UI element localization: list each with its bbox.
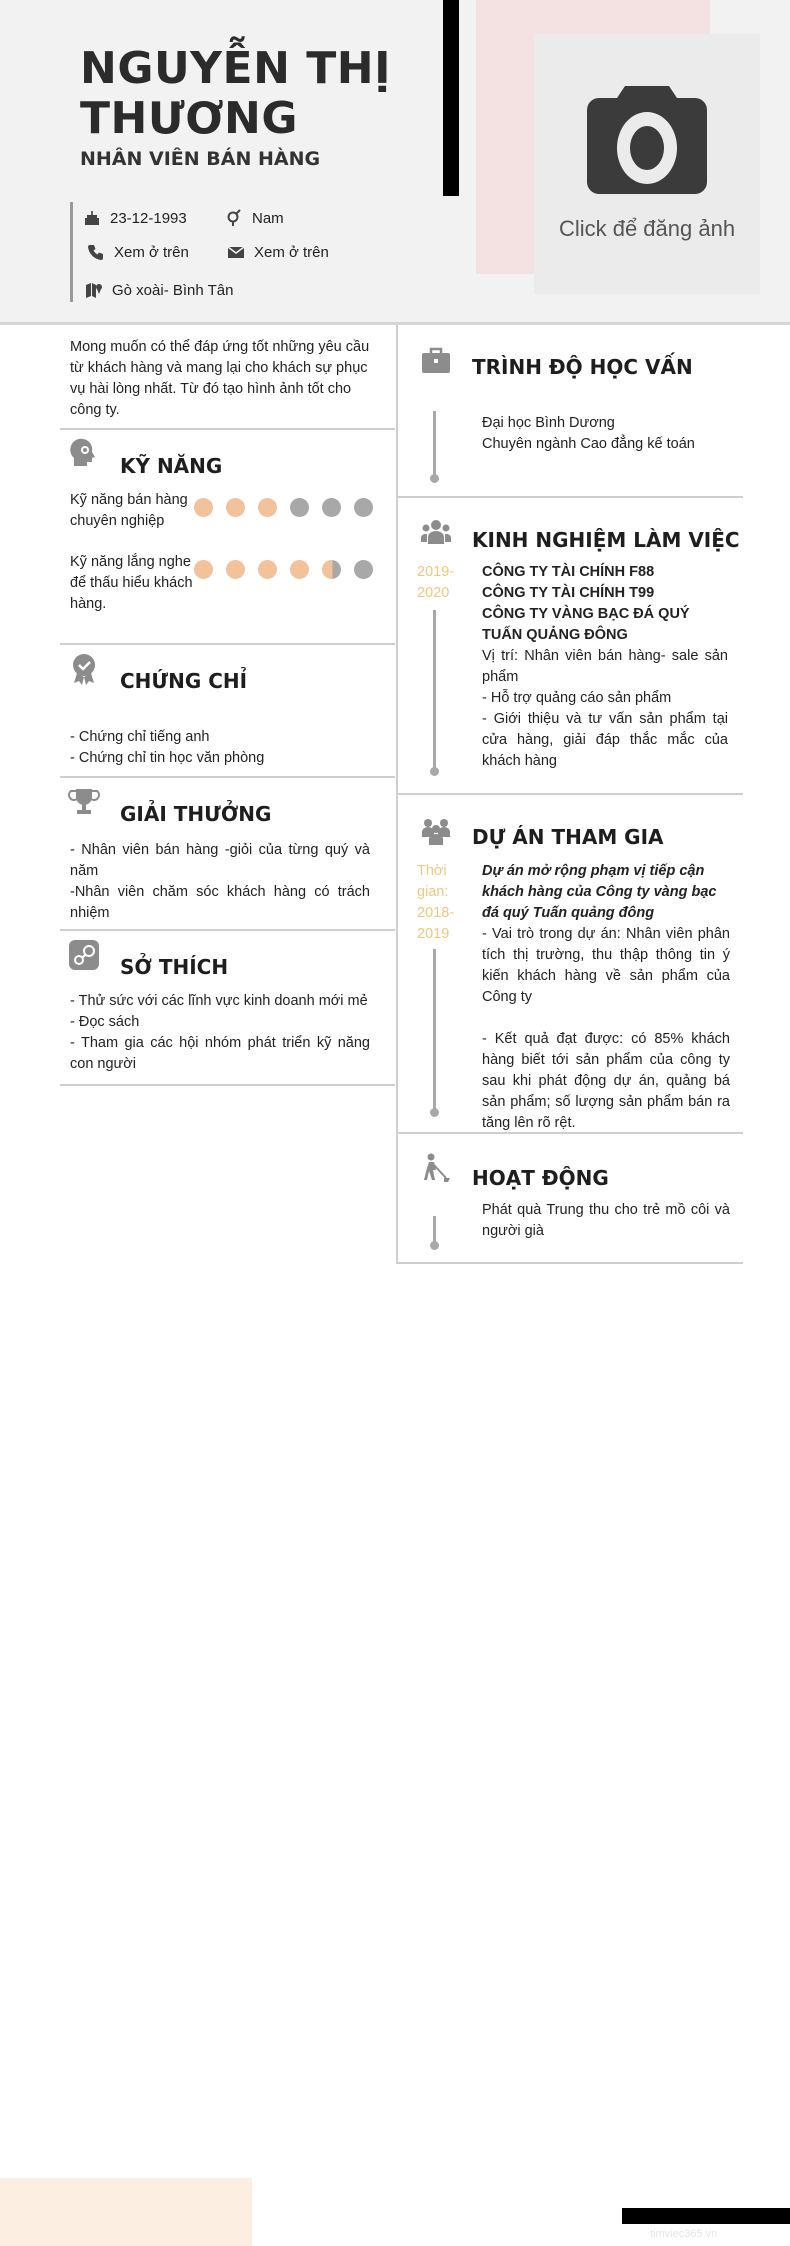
spacer xyxy=(482,1008,730,1029)
job-task: - Hỗ trợ quảng cáo sản phẩm xyxy=(482,690,672,706)
project-role: - Vai trò trong dự án: Nhân viên phân tích thị trường, thu thập thông tin ý kiến khách hàng về sản phẩm của Công ty xyxy=(482,926,730,1005)
projects-title: DỰ ÁN THAM GIA xyxy=(472,825,664,849)
activities-timeline xyxy=(433,1216,436,1246)
phone-value: Xem ở trên xyxy=(114,243,189,261)
gender-value: Nam xyxy=(252,209,284,227)
education-timeline xyxy=(433,411,436,479)
education-title: TRÌNH ĐỘ HỌC VẤN xyxy=(472,355,693,379)
skill-1-name: Kỹ năng bán hàng chuyên nghiệp xyxy=(70,492,188,529)
experience-section xyxy=(396,498,743,795)
rating-dot xyxy=(354,498,373,517)
group-icon xyxy=(420,815,452,847)
company-name: CÔNG TY TÀI CHÍNH F88 xyxy=(482,564,655,580)
contact-email xyxy=(226,242,329,262)
awards-section xyxy=(60,778,395,931)
photo-upload[interactable] xyxy=(534,34,760,294)
envelope-icon xyxy=(226,242,246,262)
experience-period xyxy=(417,562,454,604)
projects-section xyxy=(396,795,743,1134)
company-name: CÔNG TY TÀI CHÍNH T99 xyxy=(482,585,655,601)
photo-upload-label: Click để đăng ảnh xyxy=(558,216,736,241)
hobby-item: - Tham gia các hội nhóm phát triển kỹ năng con người xyxy=(70,1035,370,1072)
rating-dot xyxy=(290,560,309,579)
contact-birthday xyxy=(82,208,187,228)
project-time-label: gian: xyxy=(417,884,449,900)
activities-text: Phát quà Trung thu cho trẻ mồ côi và người già xyxy=(482,1202,730,1239)
volunteer-icon xyxy=(420,1152,452,1184)
footer-black-bar xyxy=(622,2208,790,2224)
experience-timeline xyxy=(433,610,436,772)
trophy-icon xyxy=(68,786,100,818)
education-section xyxy=(396,325,743,498)
rating-dot xyxy=(322,560,341,579)
certificates-section xyxy=(60,645,395,778)
project-time-range: 2019 xyxy=(417,926,450,942)
right-column xyxy=(396,325,743,1264)
contact-address xyxy=(84,280,233,300)
job-position: Vị trí: Nhân viên bán hàng- sale sản phẩm xyxy=(482,648,728,685)
education-details xyxy=(482,413,732,455)
rating-dot xyxy=(194,498,213,517)
rating-dot xyxy=(226,498,245,517)
company-name: CÔNG TY VÀNG BẠC ĐÁ QUÝ TUẤN QUẢNG ĐÔNG xyxy=(482,606,690,643)
gender-icon xyxy=(224,208,244,228)
contact-gender xyxy=(224,208,284,228)
experience-year-start: 2019- xyxy=(417,564,455,580)
school-name: Đại học Bình Dương xyxy=(482,415,615,431)
badge-icon xyxy=(68,653,100,685)
activities-title: HOẠT ĐỘNG xyxy=(472,1166,609,1190)
certificates-list xyxy=(70,727,380,769)
name-line-1: NGUYỄN THỊ xyxy=(80,43,391,94)
candidate-name xyxy=(80,44,420,144)
activities-section xyxy=(396,1134,743,1264)
project-details xyxy=(482,861,730,1134)
certificate-item: - Chứng chỉ tiếng anh xyxy=(70,729,210,745)
project-period xyxy=(417,861,454,945)
hobbies-section xyxy=(60,931,395,1086)
team-icon xyxy=(420,516,452,548)
skills-title: KỸ NĂNG xyxy=(120,454,223,478)
rating-dot xyxy=(258,560,277,579)
major-name: Chuyên ngành Cao đẳng kế toán xyxy=(482,436,695,452)
skills-section xyxy=(60,430,395,645)
objective-text: Mong muốn có thể đáp ứng tốt những yêu cầu từ khách hàng và mang lại cho khách sự phục vụ hài lòng nhất. Từ đó tạo hình ảnh tốt cho công ty. xyxy=(70,339,370,418)
birthday-value: 23-12-1993 xyxy=(110,209,187,227)
experience-year-end: 2020 xyxy=(417,585,450,601)
hobby-item: - Thử sức với các lĩnh vực kinh doanh mới mẻ xyxy=(70,993,368,1009)
hobbies-title: SỞ THÍCH xyxy=(120,955,229,979)
left-column xyxy=(60,325,395,1086)
skill-2-name: Kỹ năng lắng nghe để thấu hiểu khách hàng. xyxy=(70,554,193,612)
map-marker-icon xyxy=(84,280,104,300)
hobbies-list xyxy=(70,991,370,1075)
experience-title: KINH NGHIỆM LÀM VIỆC xyxy=(472,528,740,552)
award-item: -Nhân viên chăm sóc khách hàng có trách nhiệm xyxy=(70,884,370,921)
name-line-2: THƯƠNG xyxy=(80,93,298,144)
rating-dot xyxy=(226,560,245,579)
email-value: Xem ở trên xyxy=(254,243,329,261)
rating-dot xyxy=(258,498,277,517)
rating-dot xyxy=(194,560,213,579)
head-gear-icon xyxy=(68,438,100,470)
skill-1-rating xyxy=(194,498,386,522)
address-value: Gò xoài- Bình Tân xyxy=(112,281,234,299)
rating-dot xyxy=(322,498,341,517)
project-result: - Kết quả đạt được: có 85% khách hàng biết tới sản phẩm của công ty sau khi phát động dự án, quảng bá sản phẩm; số lượng sản phẩm bán ra tăng lên rõ rệt. xyxy=(482,1031,730,1131)
contact-bar xyxy=(70,202,73,302)
project-timeline xyxy=(433,949,436,1113)
cake-icon xyxy=(82,208,102,228)
camera-icon xyxy=(579,72,715,208)
watermark: timviec365.vn xyxy=(650,2228,718,2240)
contact-phone xyxy=(86,242,189,262)
footer-peach-block xyxy=(0,2178,252,2246)
job-task: - Giới thiệu và tư vấn sản phẩm tại cửa hàng, giải đáp thắc mắc của khách hàng xyxy=(482,711,728,769)
decor-black-bar xyxy=(443,0,459,196)
awards-list xyxy=(70,840,370,924)
phone-icon xyxy=(86,242,106,262)
job-title: NHÂN VIÊN BÁN HÀNG xyxy=(80,148,321,170)
rating-dot xyxy=(290,498,309,517)
awards-title: GIẢI THƯỞNG xyxy=(120,802,272,826)
project-name: Dự án mở rộng phạm vị tiếp cận khách hàng của Công ty vàng bạc đá quý Tuấn quảng đông xyxy=(482,863,717,921)
experience-details xyxy=(482,562,728,772)
hobby-item: - Đọc sách xyxy=(70,1014,140,1030)
skill-2-rating xyxy=(194,560,386,584)
steam-icon xyxy=(68,939,100,971)
certificate-item: - Chứng chỉ tin học văn phòng xyxy=(70,750,265,766)
project-time-range: 2018- xyxy=(417,905,455,921)
award-item: - Nhân viên bán hàng -giỏi của từng quý và năm xyxy=(70,842,370,879)
briefcase-icon xyxy=(420,345,452,377)
certificates-title: CHỨNG CHỈ xyxy=(120,669,248,693)
rating-dot xyxy=(354,560,373,579)
objective-section xyxy=(60,325,395,430)
project-time-label: Thời xyxy=(417,863,447,879)
